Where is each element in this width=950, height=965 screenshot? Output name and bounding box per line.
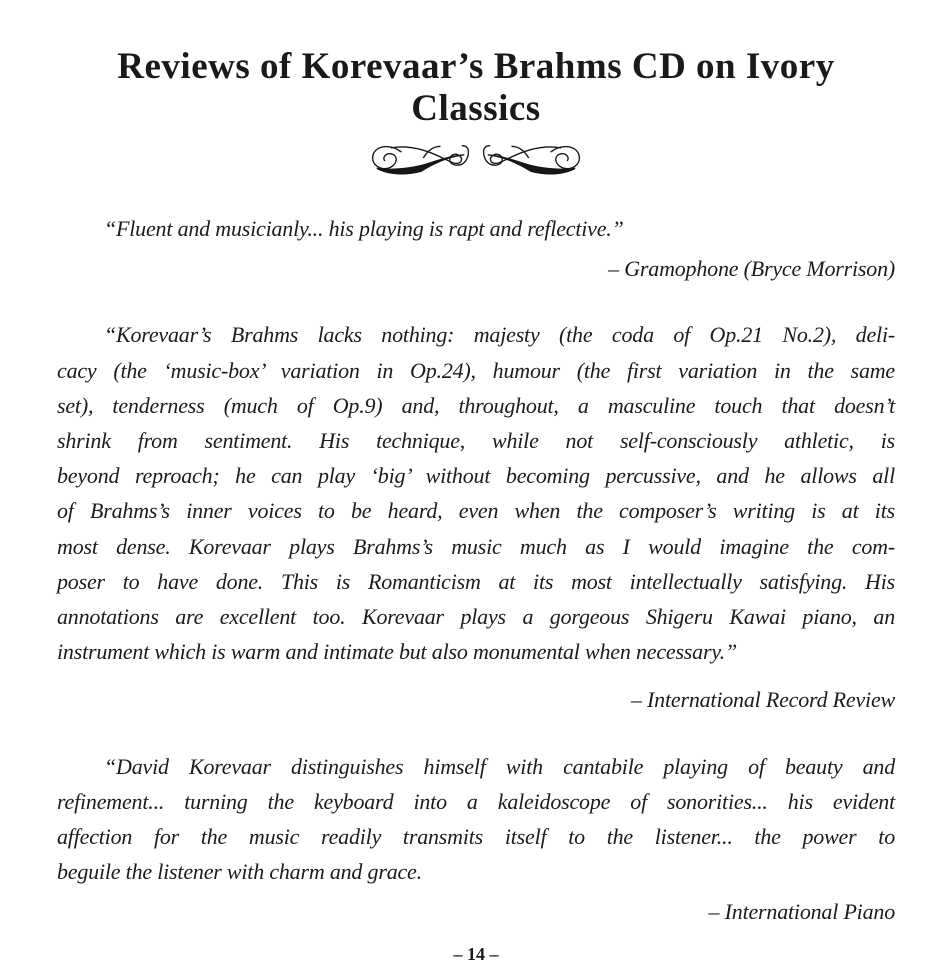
quote-line: cacy (the ‘music-box’ variation in Op.24), humour (the first variation in the same [57,357,895,383]
quote-line: of Brahms’s inner voices to be heard, even when the composer’s writing is at its [57,498,895,524]
quote-line: instrument which is warm and intimate but also monumental when necessary.” [57,639,738,665]
quote-line: “Korevaar’s Brahms lacks nothing: majesty (the coda of Op.21 No.2), deli- [104,322,895,348]
quote-line: beguile the listener with charm and grace. [57,859,422,885]
page-title: Reviews of Korevaar’s Brahms CD on Ivory Classics [117,46,835,129]
quote-line: set), tenderness (much of Op.9) and, throughout, a masculine touch that doesn’t [57,392,895,418]
review-quote [57,211,895,286]
quote-line: affection for the music readily transmits itself to the listener... the power to [57,824,895,850]
quote-attribution: – Gramophone (Bryce Morrison) [608,256,895,282]
review-quote [57,317,895,717]
review-quote [57,749,895,930]
reviews-section [57,211,895,930]
quote-line: most dense. Korevaar plays Brahms’s music much as I would imagine the com- [57,533,895,559]
quote-line: beyond reproach; he can play ‘big’ without becoming percussive, and he allows all [57,463,895,489]
quote-line: “Fluent and musicianly... his playing is rapt and reflective.” [104,216,624,241]
page-number: – 14 – [453,943,499,964]
quote-line: shrink from sentiment. His technique, while not self-consciously athletic, is [57,428,895,454]
quote-attribution: – International Record Review [630,687,895,713]
flourish-divider-icon [57,140,895,183]
quote-line: refinement... turning the keyboard into a kaleidoscope of sonorities... his evident [57,788,895,814]
quote-line: “David Korevaar distinguishes himself with cantabile playing of beauty and [104,753,895,779]
quote-line: annotations are excellent too. Korevaar plays a gorgeous Shigeru Kawai piano, an [57,604,895,630]
quote-attribution: – International Piano [708,899,895,925]
quote-line: poser to have done. This is Romanticism at its most intellectually satisfying. His [57,568,895,594]
